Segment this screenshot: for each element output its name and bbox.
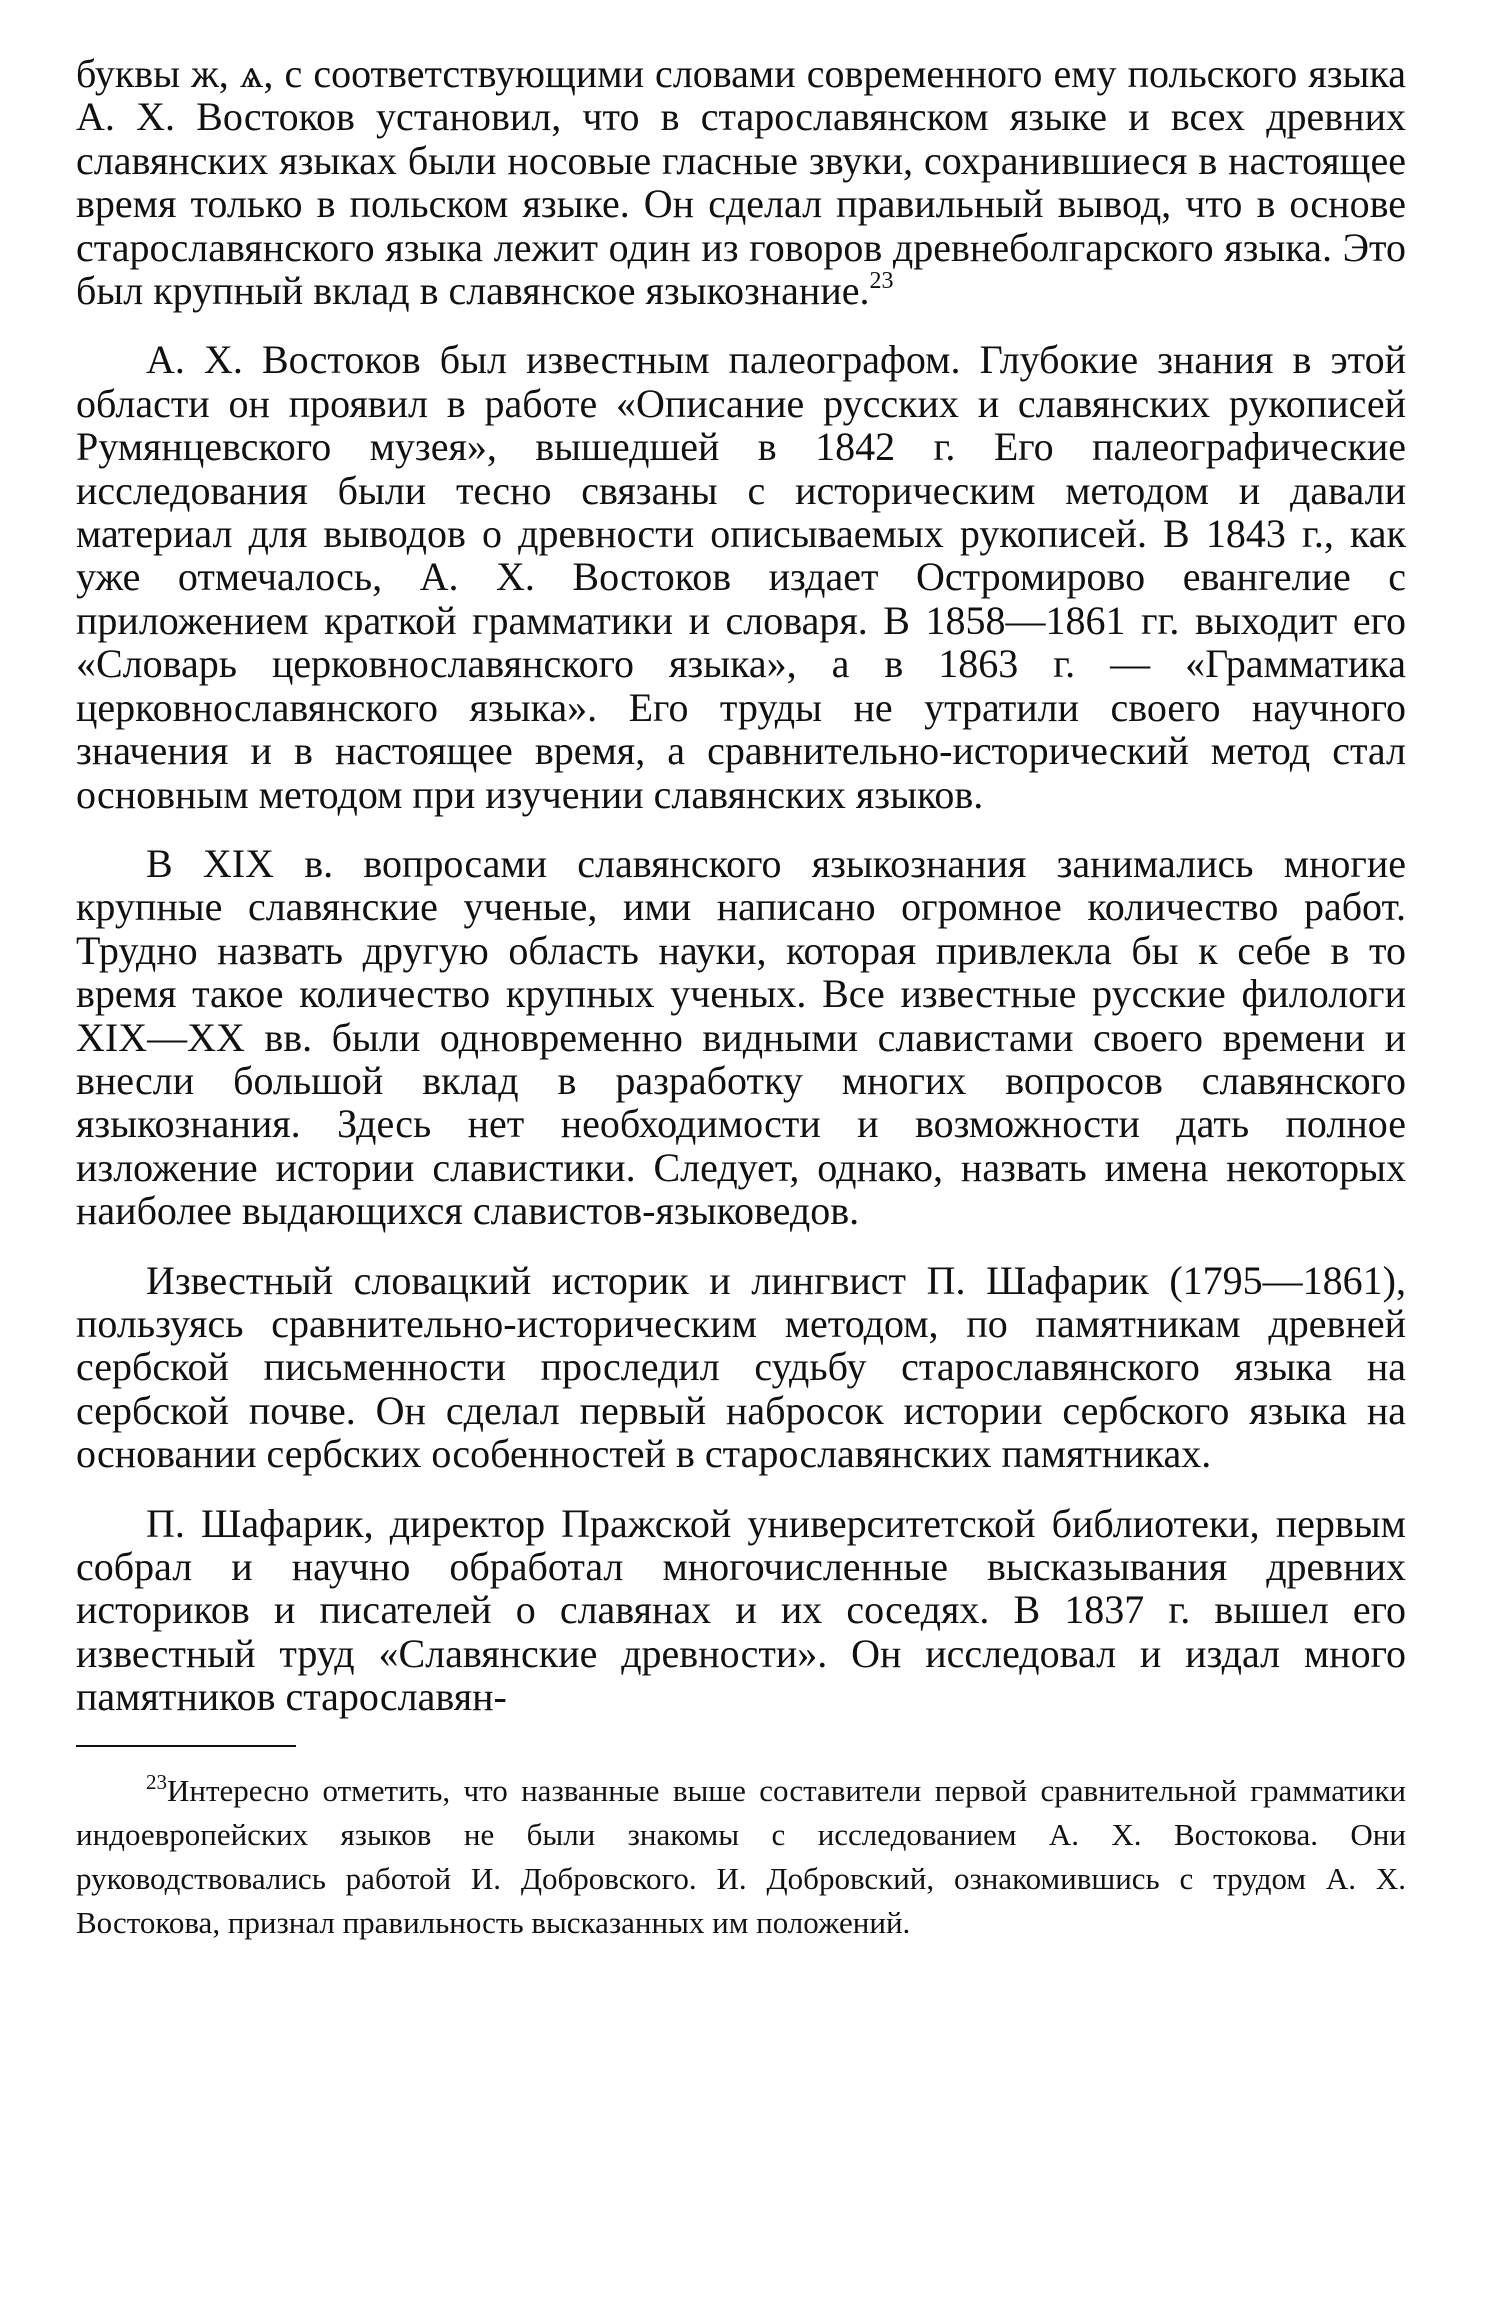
paragraph-1: [76, 52, 1406, 312]
paragraph-4-text: Известный словацкий историк и лингвист П. Шафарик (1795—1861), пользуясь сравнительно-историческим методом, по памятникам древней сербской письменности проследил судьбу старославянского языка на сербской почве. Он сделал первый набросок истории сербского языка на основании сербских особенностей в старославянских памятниках.: [76, 1257, 1406, 1477]
book-page: [76, 52, 1406, 1945]
paragraph-2-text: А. Х. Востоков был известным палеографом. Глубокие знания в этой области он проявил в работе «Описание русских и славянских рукописей Румянцевского музея», вышедшей в 1842 г. Его палеографические исследования были тесно связаны с историческим методом и давали материал для выводов о древности описываемых рукописей. В 1843 г., как уже отмечалось, А. Х. Востоков издает Остромирово евангелие с приложением краткой грамматики и словаря. В 1858—1861 гг. выходит его «Словарь церковнославянского языка», а в 1863 г. — «Грамматика церковнославянского языка». Его труды не утратили своего научного значения и в настоящее время, а сравнительно-исторический метод стал основным методом при изучении славянских языков.: [76, 337, 1406, 817]
paragraph-1-text: буквы ж, ѧ, с соответствующими словами современного ему польского языка А. Х. Востоков установил, что в старославянском языке и всех древних славянских языках были носовые гласные звуки, сохранившиеся в настоящее время только в польском языке. Он сделал правильный вывод, что в основе старославянского языка лежит один из говоров древнеболгарского языка. Это был крупный вклад в славянское языкознание.: [76, 51, 1406, 314]
footnote-divider: [76, 1745, 296, 1747]
paragraph-5: [76, 1502, 1406, 1719]
footnote-number: 23: [146, 1769, 167, 1794]
footnote-ref-23: 23: [869, 268, 894, 295]
paragraph-2: [76, 338, 1406, 815]
paragraph-3: [76, 842, 1406, 1233]
paragraph-5-text: П. Шафарик, директор Пражской университетской библиотеки, первым собрал и научно обработал многочисленные высказывания древних историков и писателей о славянах и их соседях. В 1837 г. вышел его известный труд «Славянские древности». Он исследовал и издал много памятников старославян-: [76, 1500, 1406, 1720]
footnote-text: Интересно отметить, что названные выше составители первой сравнительной грамматики индоевропейских языков не были знакомы с исследованием А. Х. Востокова. Они руководствовались работой И. Добровского. И. Добровский, ознакомившись с трудом А. Х. Востокова, признал правильность высказанных им положений.: [76, 1772, 1406, 1940]
footnote-23: [76, 1769, 1406, 1945]
paragraph-4: [76, 1259, 1406, 1476]
paragraph-3-text: В XIX в. вопросами славянского языкознания занимались многие крупные славянские ученые, ими написано огромное количество работ. Трудно назвать другую область науки, которая привлекла бы к себе в то время такое количество крупных ученых. Все известные русские филологи XIX—XX вв. были одновременно видными славистами своего времени и внесли большой вклад в разработку многих вопросов славянского языкознания. Здесь нет необходимости и возможности дать полное изложение истории славистики. Следует, однако, назвать имена некоторых наиболее выдающихся славистов-языковедов.: [76, 840, 1406, 1234]
